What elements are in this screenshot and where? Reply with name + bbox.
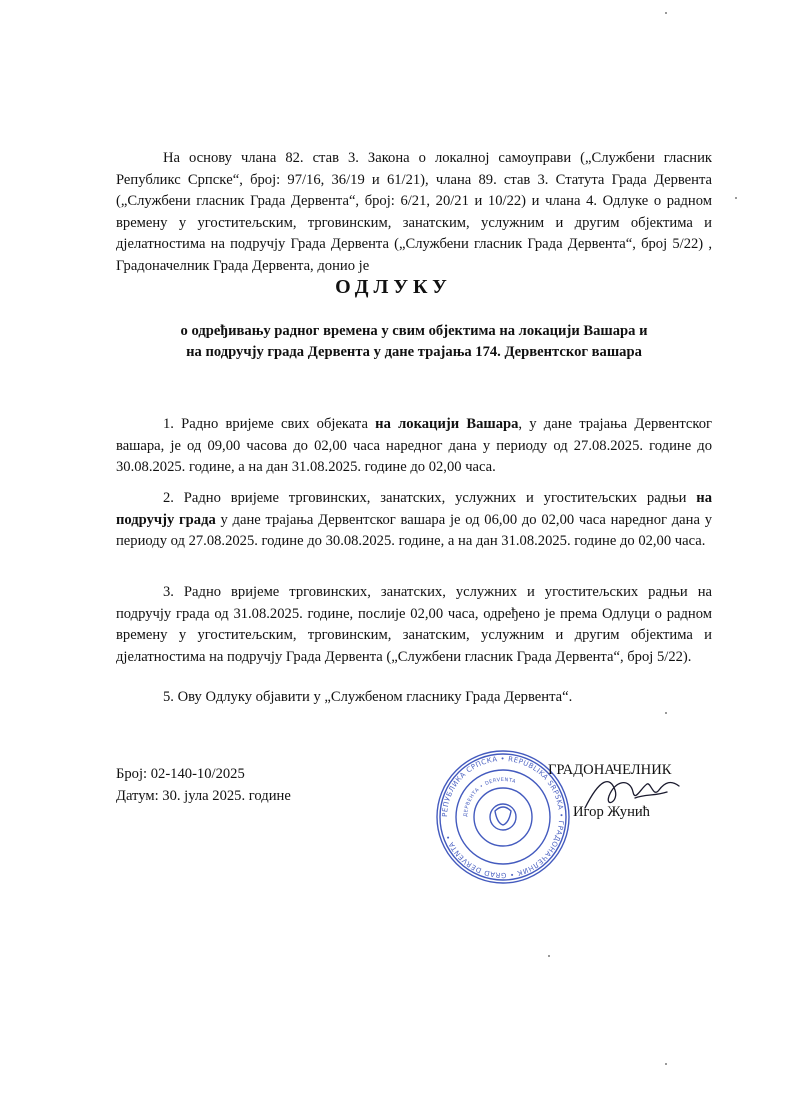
svg-text:РЕПУБЛИКА СРПСКА • REPUBLIKA S xyxy=(441,755,565,879)
decision-title: ОДЛУКУ xyxy=(335,276,452,298)
subtitle-line-1: о одређивању радног времена у свим објектима на локацији Вашара и xyxy=(180,323,648,339)
intro-paragraph: На основу члана 82. став 3. Закона о локалној самоуправи („Службени гласник Републикс Српскe“, број: 97/16, 36/19 и 61/21), члана 89. став 3. Статута Града Дервента („Службени гласник Града Дервента“, број: 6/21, 20/21 и 10/22) и члана 4. Одлуке о радном времену у угоститељским, трговинским, занатским, услужним и другим објектима и дјелатностима на подручју Града Дервента („Службени гласник Града Дервента“, број 5/22) , Градоначелник Града Дервента, донио је xyxy=(116,150,712,274)
item-3: 3. Радно вријеме трговинских, занатских, услужних и угоститељских радњи на подручју града од 31.08.2025. године, послије 02,00 часа, одређено је према Одлуци о радном времену у угоститељским, трговинским, занатским, услужним и другим објектима и дјелатностима на подручју Града Дервента („Службени гласник Града Дервента“, број 5/22). xyxy=(116,584,712,665)
signatory-title: ГРАДОНАЧЕЛНИК xyxy=(548,762,672,778)
scan-speck xyxy=(735,197,737,199)
signatory-name: Игор Жунић xyxy=(573,804,650,820)
document-meta xyxy=(116,764,291,807)
document-date: Датум: 30. јула 2025. године xyxy=(116,787,291,804)
item-2: 2. Радно вријеме трговинских, занатских, услужних и угоститељских радњи на подручју града у дане трајања Дервентског вашара је од 06,00 до 02,00 часа наредног дана у периоду од 27.08.2025. године до 30.08.2025. године, а на дан 31.08.2025. године до 02,00 часа. xyxy=(116,490,712,549)
subtitle-line-2: на подручју града Дервента у дане трајања 174. Дервентског вашара xyxy=(186,344,642,360)
stamp-outer-text: РЕПУБЛИКА СРПСКА • REPUBLIKA SRPSKA • ГРАДОНАЧЕЛНИК • GRAD DERVENTA • xyxy=(440,754,566,880)
item-5: 5. Ову Одлуку објавити у „Службеном гласнику Града Дервента“. xyxy=(163,689,573,705)
decision-subtitle xyxy=(116,321,712,363)
scan-speck xyxy=(548,955,550,957)
scan-speck xyxy=(665,1063,667,1065)
document-number: Број: 02-140-10/2025 xyxy=(116,766,245,782)
item-1: 1. Радно вријеме свих објеката на локацији Вашара, у дане трајања Дервентског вашара, је од 09,00 часова до 02,00 часа наредног дана у периоду од 27.08.2025. године до 30.08.2025. године, а на дан 31.08.2025. године до 02,00 часа. xyxy=(116,416,712,475)
scan-speck xyxy=(665,12,667,14)
stamp-inner-text: ДЕРВЕНТА • DERVENTA xyxy=(462,776,517,818)
scan-speck xyxy=(665,712,667,714)
